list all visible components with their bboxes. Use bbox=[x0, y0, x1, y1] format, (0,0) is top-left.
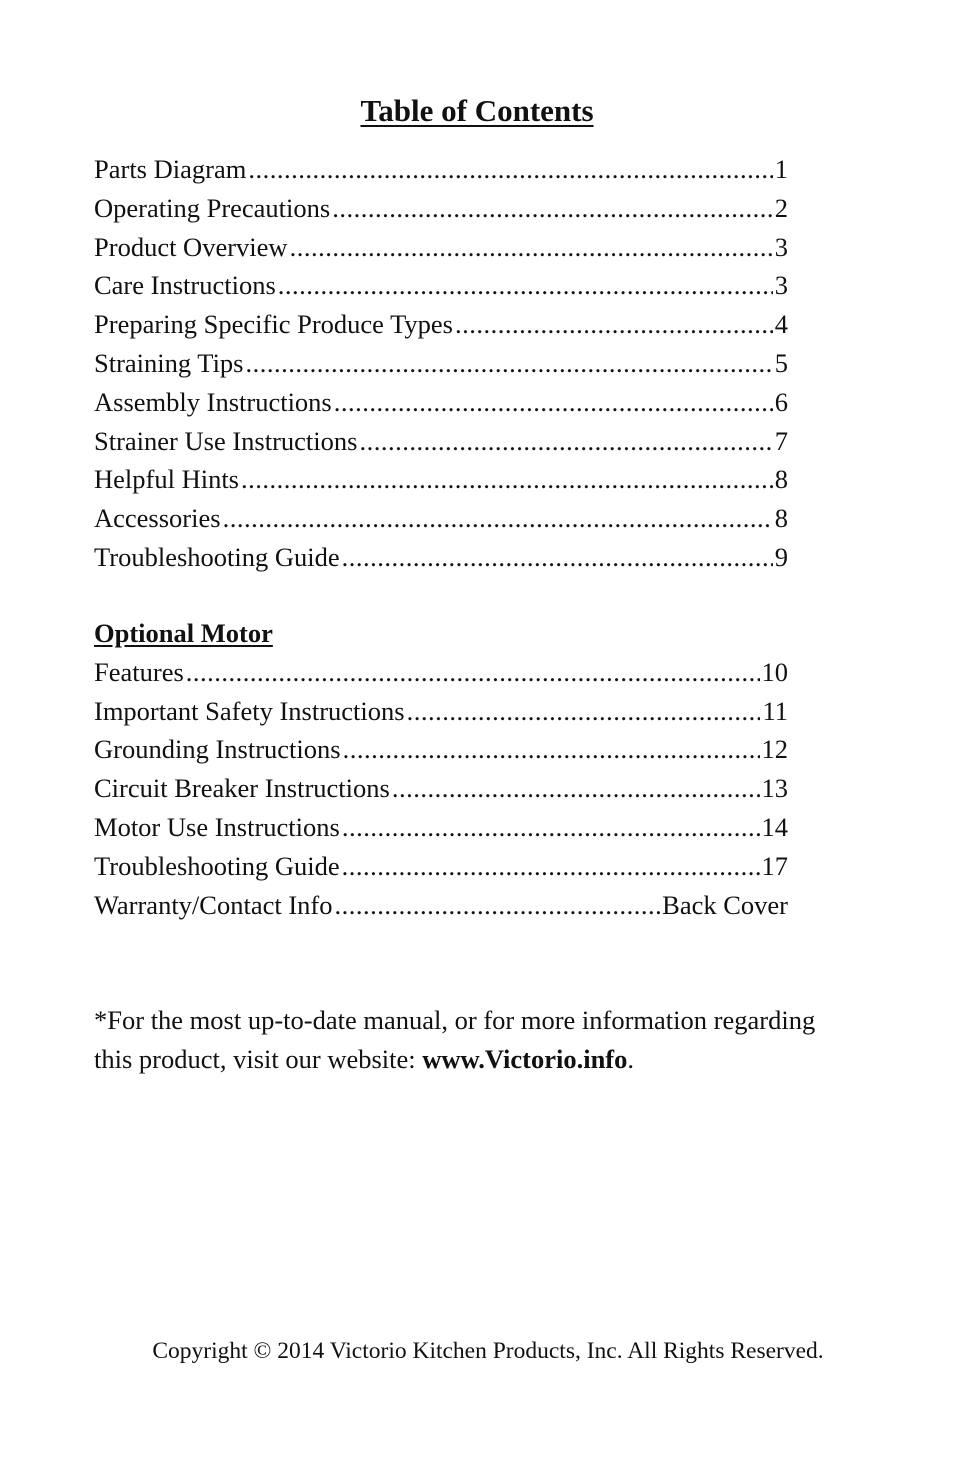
toc-entry bbox=[94, 886, 788, 925]
dot-leader bbox=[342, 808, 760, 847]
toc-entry bbox=[94, 692, 788, 731]
note-text: *For the most up-to-date manual, or for more information regarding this product, visit our website: bbox=[94, 1005, 816, 1074]
toc-entry-label: Product Overview bbox=[94, 231, 288, 262]
toc-entry-page: 13 bbox=[761, 773, 788, 804]
toc-entry-page: 8 bbox=[774, 503, 788, 534]
toc-entry-page: 3 bbox=[774, 270, 788, 301]
toc-entry-label: Parts Diagram bbox=[94, 154, 247, 184]
toc-entry bbox=[94, 769, 788, 808]
toc-entry-label: Assembly Instructions bbox=[94, 386, 332, 417]
toc-entry-label: Troubleshooting Guide bbox=[94, 850, 340, 881]
dot-leader bbox=[334, 383, 773, 422]
toc-entry-page: 3 bbox=[774, 231, 788, 262]
toc-entry-label: Care Instructions bbox=[94, 270, 276, 301]
toc-entry-page: 2 bbox=[774, 192, 788, 223]
dot-leader bbox=[343, 730, 760, 769]
toc-entry-label: Straining Tips bbox=[94, 347, 244, 378]
dot-leader bbox=[335, 886, 661, 925]
dot-leader bbox=[186, 653, 760, 692]
dot-leader bbox=[342, 538, 773, 577]
copyright-notice: Copyright © 2014 Victorio Kitchen Products, Inc. All Rights Reserved. bbox=[152, 1338, 824, 1364]
toc-entry-label: Motor Use Instructions bbox=[94, 811, 340, 842]
toc-entry-label: Strainer Use Instructions bbox=[94, 425, 358, 456]
toc-entry bbox=[94, 460, 788, 499]
toc-entry-page: 8 bbox=[774, 464, 788, 495]
toc-entry-label: Features bbox=[94, 656, 184, 687]
dot-leader bbox=[290, 228, 773, 267]
dot-leader bbox=[407, 692, 761, 731]
toc-entry-page: 1 bbox=[774, 154, 788, 184]
toc-entry-page: 11 bbox=[762, 695, 788, 726]
toc-entry-page: 12 bbox=[761, 734, 788, 765]
dot-leader bbox=[278, 266, 773, 305]
toc-entry-page: 9 bbox=[774, 541, 788, 572]
toc-entry-label: Helpful Hints bbox=[94, 464, 239, 495]
section-heading: Optional Motor bbox=[94, 618, 273, 648]
toc-entry bbox=[94, 847, 788, 886]
toc-entry-label: Important Safety Instructions bbox=[94, 695, 405, 726]
toc-entry bbox=[94, 266, 788, 305]
toc-entry bbox=[94, 422, 788, 461]
page-title: Table of Contents bbox=[360, 93, 594, 128]
dot-leader bbox=[223, 499, 773, 538]
toc-entry bbox=[94, 808, 788, 847]
dot-leader bbox=[248, 150, 772, 189]
toc-entry bbox=[94, 150, 788, 189]
dot-leader bbox=[241, 460, 773, 499]
toc-entry-label: Warranty/Contact Info bbox=[94, 889, 333, 920]
toc-entry-page: 17 bbox=[761, 850, 788, 881]
toc-entry-label: Operating Precautions bbox=[94, 192, 331, 223]
toc-entry-page: Back Cover bbox=[662, 889, 788, 920]
website-note bbox=[94, 1001, 834, 1079]
toc-entry-page: 5 bbox=[774, 347, 788, 378]
website-link[interactable]: www.Victorio.info bbox=[422, 1044, 628, 1074]
dot-leader bbox=[332, 189, 773, 228]
toc-entry bbox=[94, 189, 788, 228]
toc-entry bbox=[94, 730, 788, 769]
toc-entry-page: 10 bbox=[761, 656, 788, 687]
toc-entry-label: Accessories bbox=[94, 503, 221, 534]
toc-entry-page: 6 bbox=[774, 386, 788, 417]
dot-leader bbox=[342, 847, 760, 886]
toc-entry bbox=[94, 383, 788, 422]
optional-motor-section bbox=[94, 614, 788, 924]
toc-entry-label: Troubleshooting Guide bbox=[94, 541, 340, 572]
dot-leader bbox=[246, 344, 773, 383]
table-of-contents bbox=[94, 150, 788, 577]
dot-leader bbox=[392, 769, 760, 808]
toc-entry bbox=[94, 344, 788, 383]
toc-entry-page: 14 bbox=[761, 811, 788, 842]
toc-entry bbox=[94, 305, 788, 344]
toc-entry-label: Grounding Instructions bbox=[94, 734, 341, 765]
toc-entry-label: Preparing Specific Produce Types bbox=[94, 309, 453, 340]
toc-entry bbox=[94, 499, 788, 538]
toc-entry-page: 4 bbox=[774, 309, 788, 340]
dot-leader bbox=[359, 422, 772, 461]
toc-entry-page: 7 bbox=[774, 425, 788, 456]
toc-entry-label: Circuit Breaker Instructions bbox=[94, 773, 390, 804]
note-end: . bbox=[627, 1044, 635, 1074]
toc-entry bbox=[94, 653, 788, 692]
toc-entry bbox=[94, 228, 788, 267]
toc-entry bbox=[94, 538, 788, 577]
dot-leader bbox=[455, 305, 773, 344]
